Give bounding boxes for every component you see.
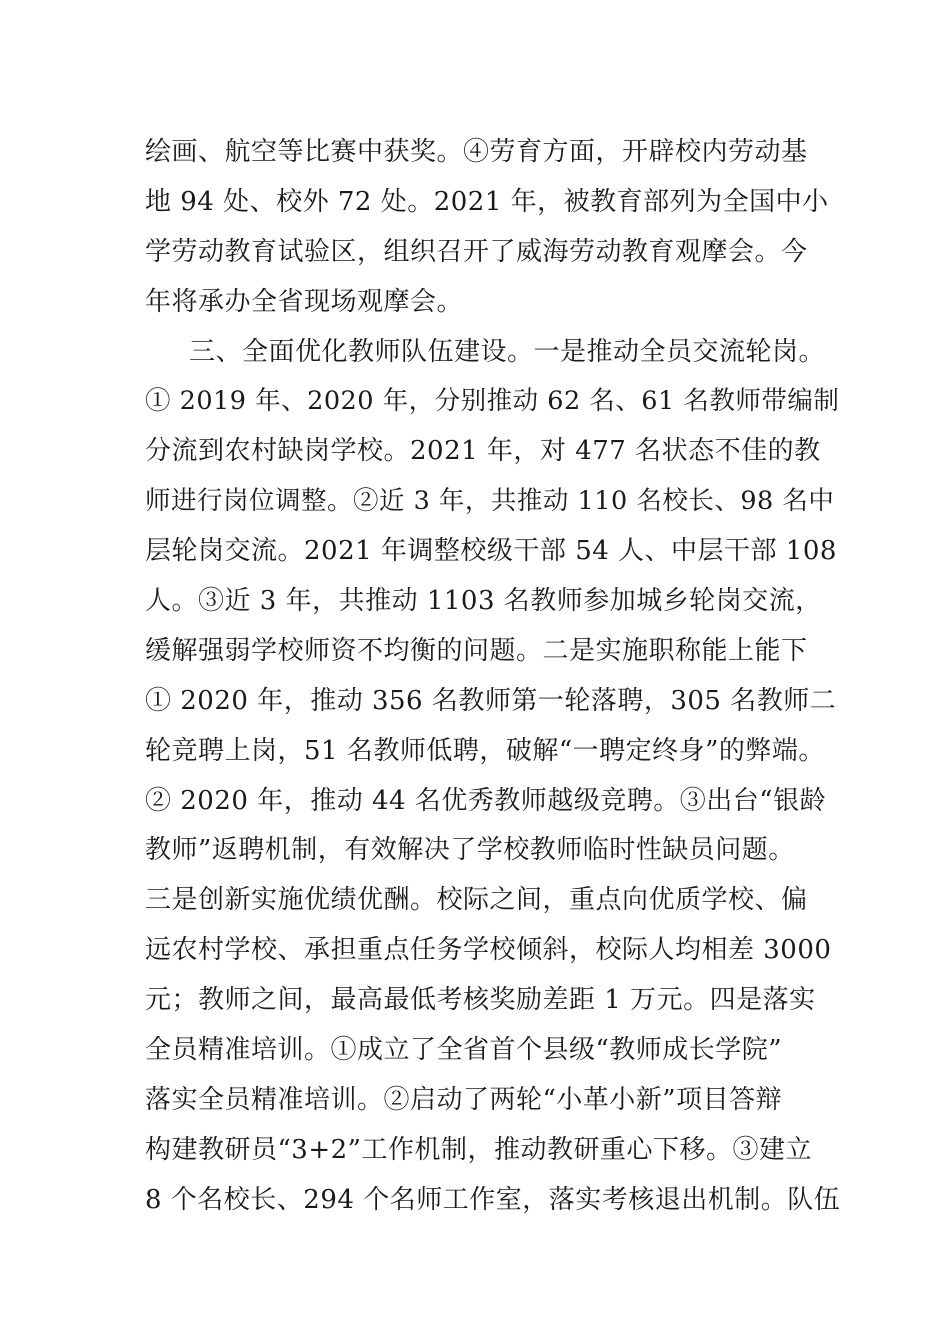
text-line-9: 层轮岗交流。2021 年调整校级干部 54 人、中层干部 108 <box>145 536 837 567</box>
text-line-12: ① 2020 年，推动 356 名教师第一轮落聘，305 名教师二 <box>145 685 837 716</box>
text-line-8: 师进行岗位调整。②近 3 年，共推动 110 名校长、98 名中 <box>145 486 835 517</box>
text-line-22: 8 个名校长、294 个名师工作室，落实考核退出机制。队伍 <box>145 1184 841 1215</box>
text-line-3: 学劳动教育试验区，组织召开了威海劳动教育观摩会。今 <box>145 236 808 267</box>
text-line-4: 年将承办全省现场观摩会。 <box>145 286 464 317</box>
text-line-16: 三是创新实施优绩优酬。校际之间，重点向优质学校、偏 <box>145 885 808 916</box>
text-line-13: 轮竞聘上岗，51 名教师低聘，破解“一聘定终身”的弊端。 <box>145 735 825 766</box>
text-line-20: 落实全员精准培训。②启动了两轮“小革小新”项目答辩 <box>145 1084 783 1115</box>
text-line-19: 全员精准培训。①成立了全省首个县级“教师成长学院” <box>145 1035 783 1066</box>
body-text <box>145 128 845 1226</box>
text-line-7: 分流到农村缺岗学校。2021 年，对 477 名状态不佳的教 <box>145 436 821 467</box>
text-line-17: 远农村学校、承担重点任务学校倾斜，校际人均相差 3000 <box>145 935 832 966</box>
text-line-18: 元；教师之间，最高最低考核奖励差距 1 万元。四是落实 <box>145 985 816 1016</box>
text-line-10: 人。③近 3 年，共推动 1103 名教师参加城乡轮岗交流， <box>145 586 822 617</box>
text-line-15: 教师”返聘机制，有效解决了学校教师临时性缺员问题。 <box>145 835 795 866</box>
section-heading-line: 三、全面优化教师队伍建设。一是推动全员交流轮岗。 <box>189 336 826 367</box>
text-line-11: 缓解强弱学校师资不均衡的问题。二是实施职称能上能下 <box>145 635 808 666</box>
text-line-6: ① 2019 年、2020 年，分别推动 62 名、61 名教师带编制 <box>145 386 840 417</box>
text-line-14: ② 2020 年，推动 44 名优秀教师越级竞聘。③出台“银龄 <box>145 785 827 816</box>
text-line-21: 构建教研员“3+2”工作机制，推动教研重心下移。③建立 <box>145 1134 812 1165</box>
text-line-2: 地 94 处、校外 72 处。2021 年，被教育部列为全国中小 <box>145 186 829 217</box>
text-line-1: 绘画、航空等比赛中获奖。④劳育方面，开辟校内劳动基 <box>145 137 808 167</box>
